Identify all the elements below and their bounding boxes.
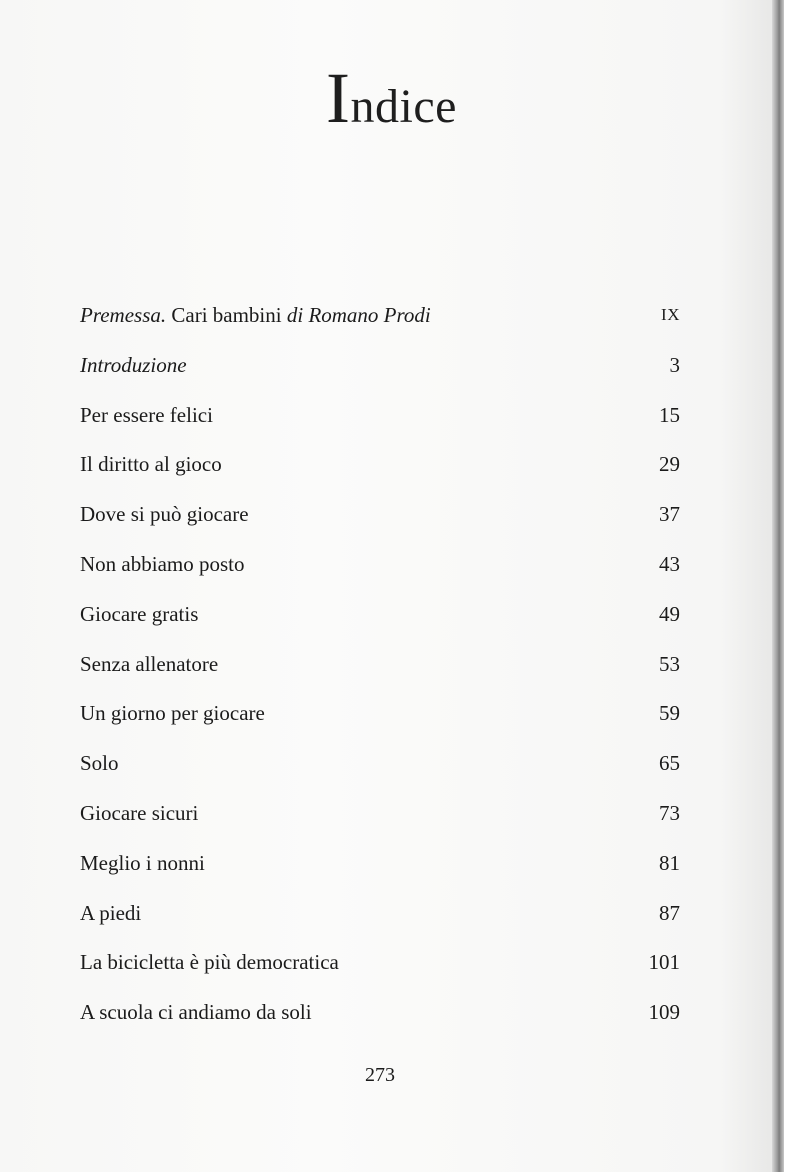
toc-entry-title-italic: Premessa.	[80, 303, 167, 327]
toc-entry-page: 59	[659, 701, 680, 726]
page-number: 273	[365, 1064, 395, 1086]
toc-entry-title	[80, 299, 431, 331]
toc-entry	[80, 498, 680, 548]
toc-entry-page: 53	[659, 651, 680, 676]
toc-entry	[80, 448, 680, 498]
toc-entry	[80, 648, 680, 698]
toc-entry	[80, 897, 680, 947]
toc-entry-title: Solo	[80, 751, 119, 776]
toc-entry-title	[80, 349, 187, 381]
page-title	[326, 58, 457, 138]
toc-entry-title: Senza allenatore	[80, 651, 219, 676]
toc-entry-page: 101	[648, 950, 680, 975]
toc-entry-page: 73	[659, 800, 680, 825]
toc-entry-title: A scuola ci andiamo da soli	[80, 1000, 312, 1025]
toc-entry-title: Non abbiamo posto	[80, 551, 245, 576]
title-initial: I	[326, 58, 351, 138]
toc-entry-title: Giocare gratis	[80, 601, 199, 626]
toc-entry-page: 43	[659, 551, 680, 576]
toc-entry-title: Il diritto al gioco	[80, 452, 222, 477]
toc-entry	[80, 349, 680, 399]
toc-entry-title: A piedi	[80, 900, 142, 925]
toc-entry-title: Giocare sicuri	[80, 800, 199, 825]
toc-entry	[80, 299, 680, 349]
toc-entry-page: 15	[659, 402, 680, 427]
toc-entry	[80, 747, 680, 797]
scan-margin	[784, 0, 800, 1172]
toc-entry	[80, 399, 680, 449]
toc-entry	[80, 996, 680, 1046]
toc-entry-author: di Romano Prodi	[286, 303, 431, 327]
toc-entry	[80, 548, 680, 598]
toc-entry-page: IX	[661, 305, 680, 324]
toc-entry-page: 29	[659, 452, 680, 477]
toc-entry-title-roman: Cari bambini	[171, 303, 282, 327]
toc-entry-page: 37	[659, 502, 680, 527]
toc-entry-title: La bicicletta è più democratica	[80, 950, 339, 975]
toc-entry-page: 81	[659, 850, 680, 875]
toc-entry-title: Dove si può giocare	[80, 502, 249, 527]
toc-entry-page: 65	[659, 751, 680, 776]
toc-entry-page: 3	[669, 352, 680, 377]
toc-entry	[80, 697, 680, 747]
table-of-contents	[80, 299, 680, 1046]
toc-entry-title-italic: Introduzione	[80, 352, 187, 377]
toc-entry	[80, 598, 680, 648]
toc-entry-page: 49	[659, 601, 680, 626]
toc-entry	[80, 797, 680, 847]
toc-entry-title: Meglio i nonni	[80, 850, 205, 875]
toc-entry-title: Un giorno per giocare	[80, 701, 265, 726]
toc-entry-page: 109	[648, 1000, 680, 1025]
toc-entry	[80, 847, 680, 897]
toc-entry-page: 87	[659, 900, 680, 925]
page-binding-edge	[772, 0, 784, 1172]
toc-entry-title: Per essere felici	[80, 402, 213, 427]
title-rest: ndice	[350, 80, 457, 133]
toc-entry	[80, 946, 680, 996]
